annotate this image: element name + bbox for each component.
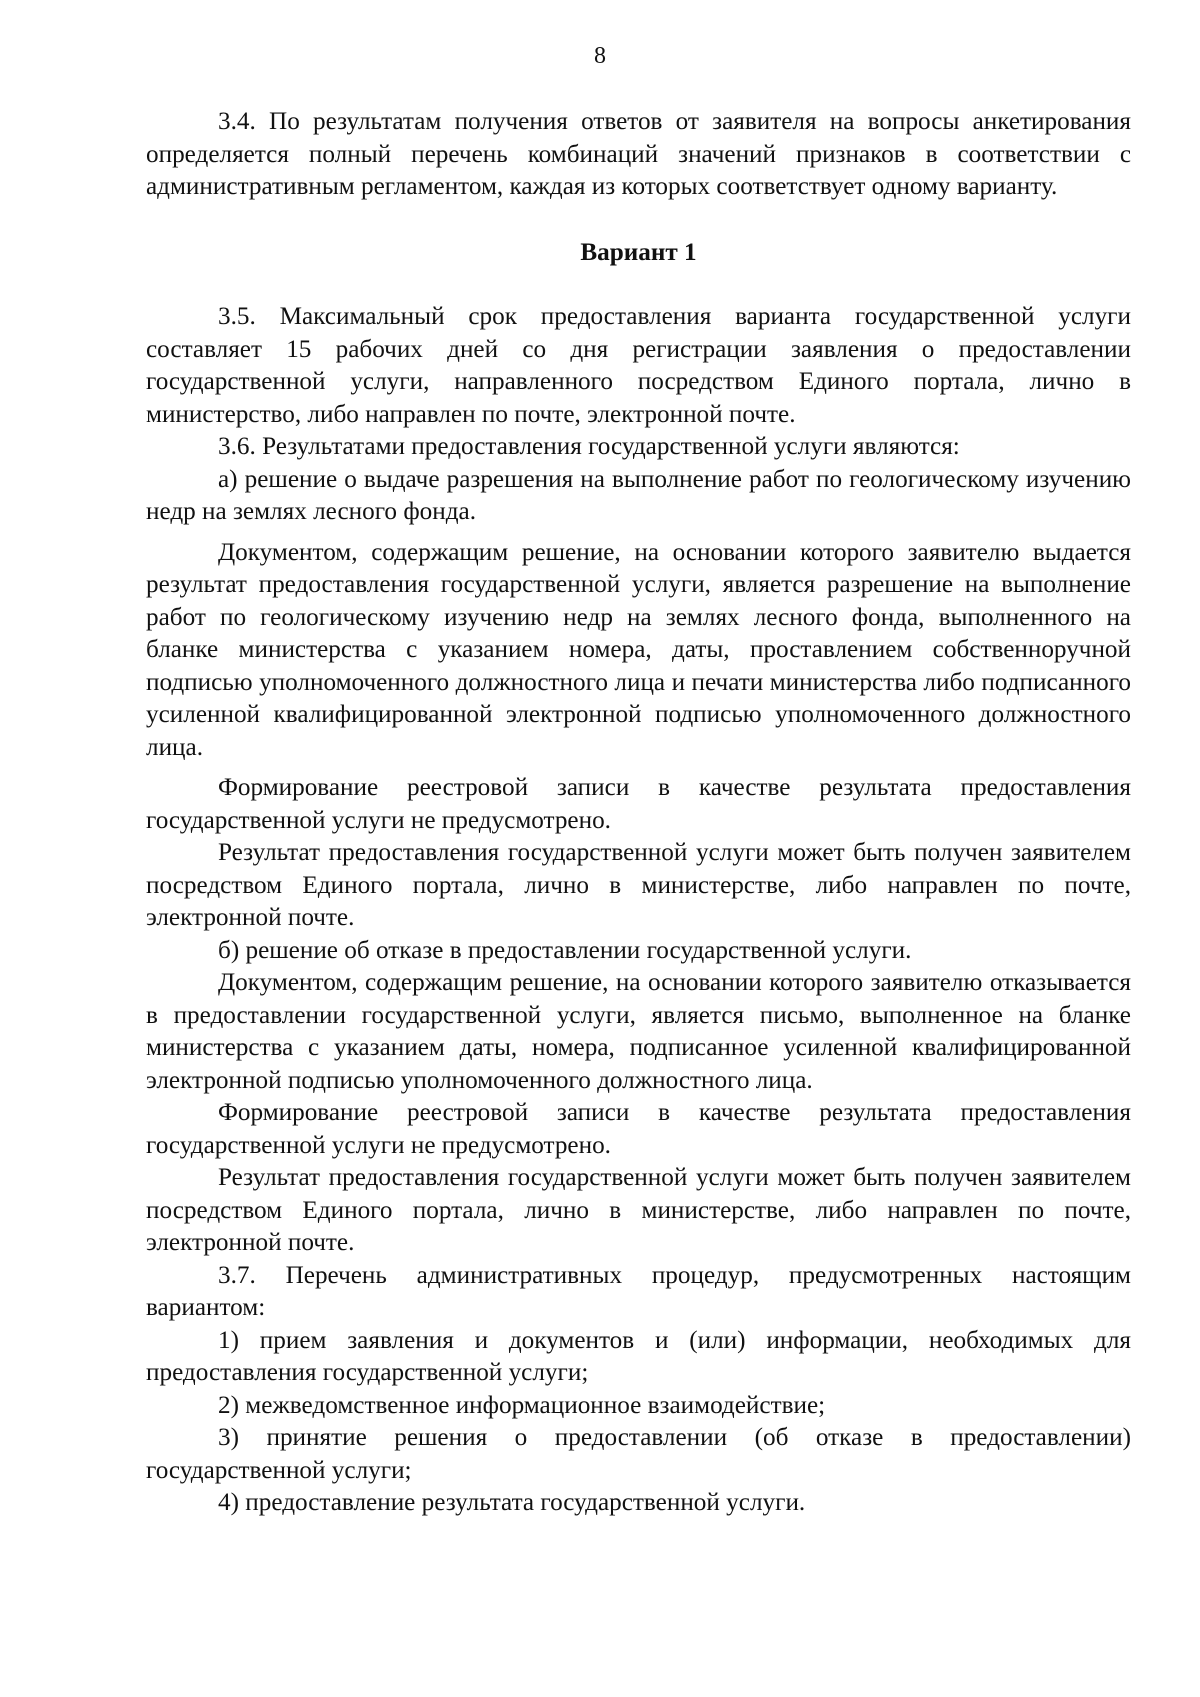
- list-item-procedure-2: 2) межведомственное информационное взаимодействие;: [218, 1391, 826, 1419]
- section-heading: Вариант 1: [580, 238, 697, 266]
- page-number: 8: [594, 43, 606, 69]
- paragraph-document-decision: Документом, содержащим решение, на основании которого заявителю выдается результат предоставления государственной услуги, является разрешение на выполнение работ по геологическому изучению недр на землях лесного фонда, выполненного на бланке министерства с указанием номера, даты, проставлением собственноручной подписью уполномоченного должностного лица и печати министерства либо подписанного усиленной квалифицированной электронной подписью уполномоченного должностного лица.: [146, 538, 1131, 761]
- paragraph-result-delivery: Результат предоставления государственной услуги может быть получен заявителем посредством Единого портала, лично в министерстве, либо направлен по почте, электронной почте.: [146, 1164, 1131, 1256]
- paragraph-3-6: 3.6. Результатами предоставления государственной услуги являются:: [218, 433, 960, 460]
- list-item-procedure-4: 4) предоставление результата государственной услуги.: [218, 1489, 806, 1516]
- paragraph-registry-record: Формирование реестровой записи в качестве результата предоставления государственной услуги не предусмотрено.: [146, 1099, 1131, 1159]
- paragraph-3-7: 3.7. Перечень административных процедур, предусмотренных настоящим вариантом:: [146, 1261, 1131, 1321]
- paragraph-registry-record: Формирование реестровой записи в качестве результата предоставления государственной услуги не предусмотрено.: [146, 774, 1131, 834]
- paragraph-3-5: 3.5. Максимальный срок предоставления варианта государственной услуги составляет 15 рабочих дней со дня регистрации заявления о предоставлении государственной услуги, направленного посредством Единого портала, лично в министерство, либо направлен по почте, электронной почте.: [146, 303, 1131, 428]
- paragraph-result-delivery: Результат предоставления государственной услуги может быть получен заявителем посредством Единого портала, лично в министерстве, либо направлен по почте, электронной почте.: [146, 839, 1131, 931]
- document-body: [146, 106, 1131, 1520]
- list-item-procedure-1: 1) прием заявления и документов и (или) информации, необходимых для предоставления государственной услуги;: [146, 1326, 1131, 1386]
- paragraph-document-refusal: Документом, содержащим решение, на основании которого заявителю отказывается в предоставлении государственной услуги, является письмо, выполненное на бланке министерства с указанием даты, номера, подписанное усиленной квалифицированной электронной подписью уполномоченного должностного лица.: [146, 969, 1131, 1094]
- paragraph-item-b: б) решение об отказе в предоставлении государственной услуги.: [218, 936, 912, 964]
- paragraph-item-a: а) решение о выдаче разрешения на выполнение работ по геологическому изучению недр на землях лесного фонда.: [146, 465, 1131, 525]
- list-item-procedure-3: 3) принятие решения о предоставлении (об отказе в предоставлении) государственной услуги;: [146, 1424, 1131, 1484]
- paragraph-3-4: 3.4. По результатам получения ответов от заявителя на вопросы анкетирования определяется полный перечень комбинаций значений признаков в соответствии с административным регламентом, каждая из которых соответствует одному варианту.: [146, 108, 1131, 200]
